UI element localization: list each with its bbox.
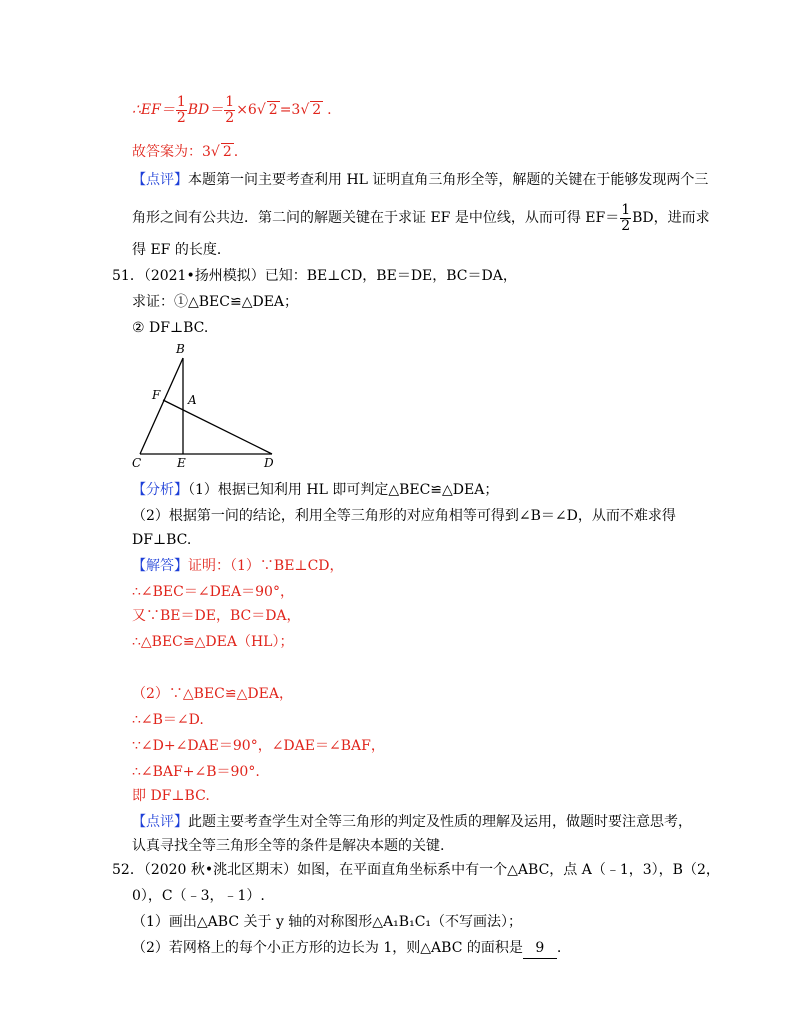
solution-line-9: 即 DF⊥BC. xyxy=(132,788,210,804)
answer-end: . xyxy=(233,144,239,160)
fraction-half-2: $\frac{1}{2}$ xyxy=(225,93,235,126)
solution-line-2: ∴∠BEC＝∠DEA＝90°， xyxy=(132,584,294,600)
problem-51-comment-text-1: 此题主要考查学生对全等三角形的判定及性质的理解及运用，做题时要注意思考， xyxy=(188,814,692,830)
comment-line-1 xyxy=(132,170,708,190)
comment-line-3 xyxy=(132,240,231,260)
q2-end: . xyxy=(556,940,562,956)
solution-text-1: 证明：（1）∵BE⊥CD， xyxy=(188,558,344,574)
ef-mid: BD＝ xyxy=(187,102,224,118)
comment-text-2b: BD，进而求 xyxy=(632,210,710,226)
solution-line-3: 又∵BE＝DE，BC＝DA， xyxy=(132,608,301,624)
ef-equation-line: ∴EF＝ $\frac{1}{2}$ BD＝ $\frac{1}{2}$ ×6√ 2 =3√ 2 . xyxy=(132,93,332,126)
problem-51-comment-tag: 【点评】 xyxy=(132,814,188,830)
problem-51-comment-line-2: 认真寻找全等三角形全等的条件是解决本题的关键. xyxy=(132,838,445,854)
comment-line-2 xyxy=(132,200,710,236)
analysis-tag: 【分析】 xyxy=(132,482,188,498)
q2-answer-blank: 9 xyxy=(523,938,557,959)
comment-tag: 【点评】 xyxy=(132,172,188,188)
ef-end: . xyxy=(327,102,332,118)
ef-prefix: ∴EF＝ xyxy=(132,102,175,118)
solution-line-6: ∴∠B＝∠D. xyxy=(132,712,204,728)
comment-fraction: $\frac{1}{2}$ xyxy=(621,201,631,234)
problem-52-line-2: 0），C（﹣3，﹣1）. xyxy=(132,888,265,904)
problem-52-line-1: 52．（2020 秋•洮北区期末）如图，在平面直角坐标系中有一个△ABC，点 A（﹣1，3），B（2， xyxy=(112,862,720,878)
comment-text-3: 得 EF 的长度． xyxy=(132,242,231,258)
problem-51-prove2: ② DF⊥BC. xyxy=(132,320,209,336)
segment-FD xyxy=(163,400,272,454)
analysis-line-1 xyxy=(132,480,498,500)
problem-52-q2 xyxy=(132,938,561,959)
radical-1: 2 xyxy=(268,102,278,118)
problem-51-prove: 求证：①△BEC≌△DEA； xyxy=(132,294,299,310)
solution-tag: 【解答】 xyxy=(132,558,188,574)
answer-prefix: 故答案为：3 xyxy=(132,144,211,160)
label-C: C xyxy=(132,456,142,470)
comment-text-1: 本题第一问主要考查利用 HL 证明直角三角形全等，解题的关键在于能够发现两个三 xyxy=(188,172,709,188)
problem-51-stem: 51．（2021•扬州模拟）已知：BE⊥CD，BE＝DE，BC＝DA， xyxy=(112,268,517,284)
analysis-text-1: （1）根据已知利用 HL 即可判定△BEC≌△DEA； xyxy=(188,482,499,498)
label-E: E xyxy=(177,456,186,470)
ef-tail: ×6 xyxy=(236,102,257,118)
radical-2: 2 xyxy=(312,102,322,118)
problem-51-comment-line-1 xyxy=(132,812,692,832)
label-D: D xyxy=(264,456,274,470)
comment-text-2a: 角形之间有公共边．第二问的解题关键在于求证 EF 是中位线，从而可得 EF＝ xyxy=(132,210,620,226)
ef-eq: =3 xyxy=(279,102,301,118)
label-F: F xyxy=(152,388,161,402)
answer-line: 故答案为：3√ 2 . xyxy=(132,144,239,160)
problem-52-q1: （1）画出△ABC 关于 y 轴的对称图形△A₁B₁C₁（不写画法）； xyxy=(132,914,523,930)
analysis-line-3: DF⊥BC. xyxy=(132,532,192,548)
solution-line-8: ∴∠BAF+∠B＝90°. xyxy=(132,764,260,780)
label-A: A xyxy=(188,393,197,407)
q2-text: （2）若网格上的每个小正方形的边长为 1，则△ABC 的面积是 xyxy=(132,940,523,956)
fraction-half-1: $\frac{1}{2}$ xyxy=(176,93,186,126)
solution-line-5: （2）∵△BEC≌△DEA， xyxy=(132,686,293,702)
solution-line-1 xyxy=(132,556,344,576)
label-B: B xyxy=(176,342,185,356)
solution-line-7: ∵∠D+∠DAE＝90°，∠DAE＝∠BAF， xyxy=(132,738,385,754)
analysis-line-2: （2）根据第一问的结论，利用全等三角形的对应角相等可得到∠B＝∠D，从而不难求得 xyxy=(132,508,676,524)
solution-line-4: ∴△BEC≌△DEA（HL）； xyxy=(132,634,294,650)
answer-radical: 2 xyxy=(222,144,232,160)
triangle-figure xyxy=(130,340,290,470)
